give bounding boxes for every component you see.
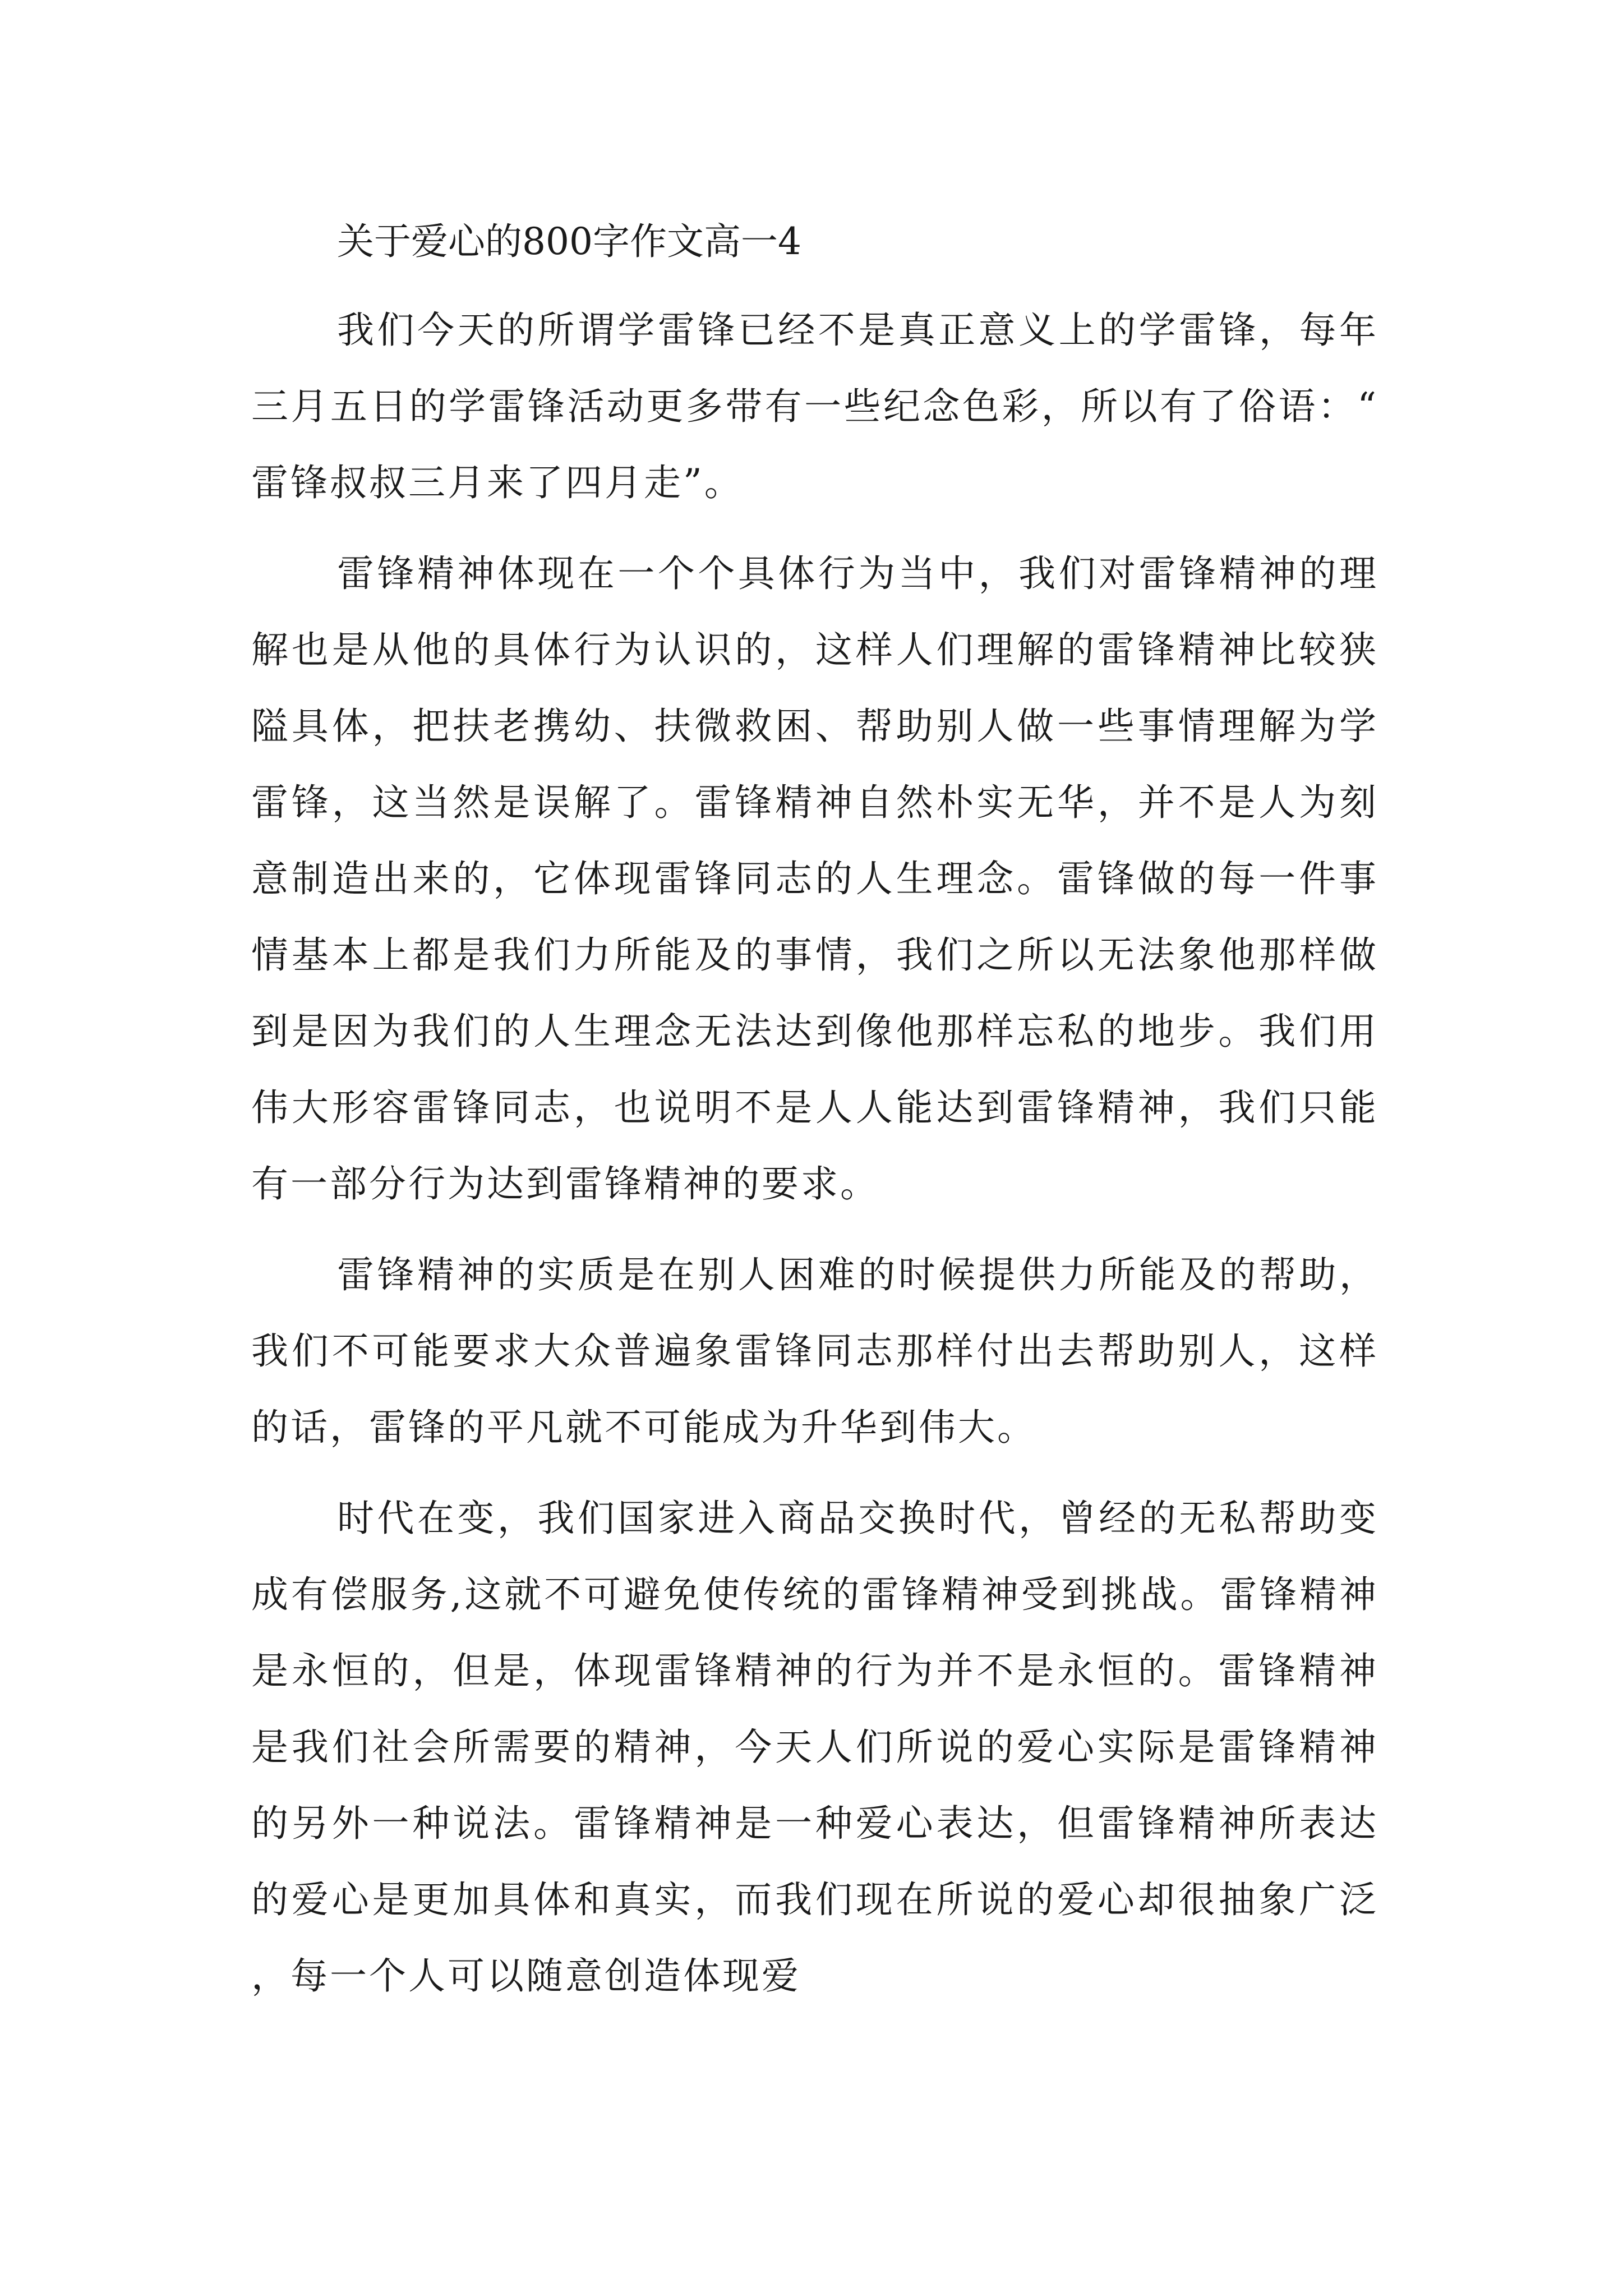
paragraph: 我们今天的所谓学雷锋已经不是真正意义上的学雷锋，每年三月五日的学雷锋活动更多带有一些纪念色彩，所以有了俗语：“雷锋叔叔三月来了四月走”。 xyxy=(251,309,1378,504)
paragraph: 时代在变，我们国家进入商品交换时代，曾经的无私帮助变成有偿服务,这就不可避免使传统的雷锋精神受到挑战。雷锋精神是永恒的，但是，体现雷锋精神的行为并不是永恒的。雷锋精神是我们社会所需要的精神，今天人们所说的爱心实际是雷锋精神的另外一种说法。雷锋精神是一种爱心表达，但雷锋精神所表达的爱心是更加具体和真实，而我们现在所说的爱心却很抽象广泛，每一个人可以随意创造体现爱 xyxy=(251,1497,1378,1998)
paragraph: 雷锋精神的实质是在别人困难的时候提供力所能及的帮助，我们不可能要求大众普遍象雷锋同志那样付出去帮助别人，这样的话，雷锋的平凡就不可能成为升华到伟大。 xyxy=(251,1253,1378,1449)
paragraph: 雷锋精神体现在一个个具体行为当中，我们对雷锋精神的理解也是从他的具体行为认识的，这样人们理解的雷锋精神比较狭隘具体，把扶老携幼、扶微救困、帮助别人做一些事情理解为学雷锋，这当然是误解了。雷锋精神自然朴实无华，并不是人为刻意制造出来的，它体现雷锋同志的人生理念。雷锋做的每一件事情基本上都是我们力所能及的事情，我们之所以无法象他那样做到是因为我们的人生理念无法达到像他那样忘私的地步。我们用伟大形容雷锋同志，也说明不是人人能达到雷锋精神，我们只能有一部分行为达到雷锋精神的要求。 xyxy=(251,552,1378,1205)
document-title: 关于爱心的800字作文高一4 xyxy=(337,220,801,263)
document-body xyxy=(251,216,1378,2029)
